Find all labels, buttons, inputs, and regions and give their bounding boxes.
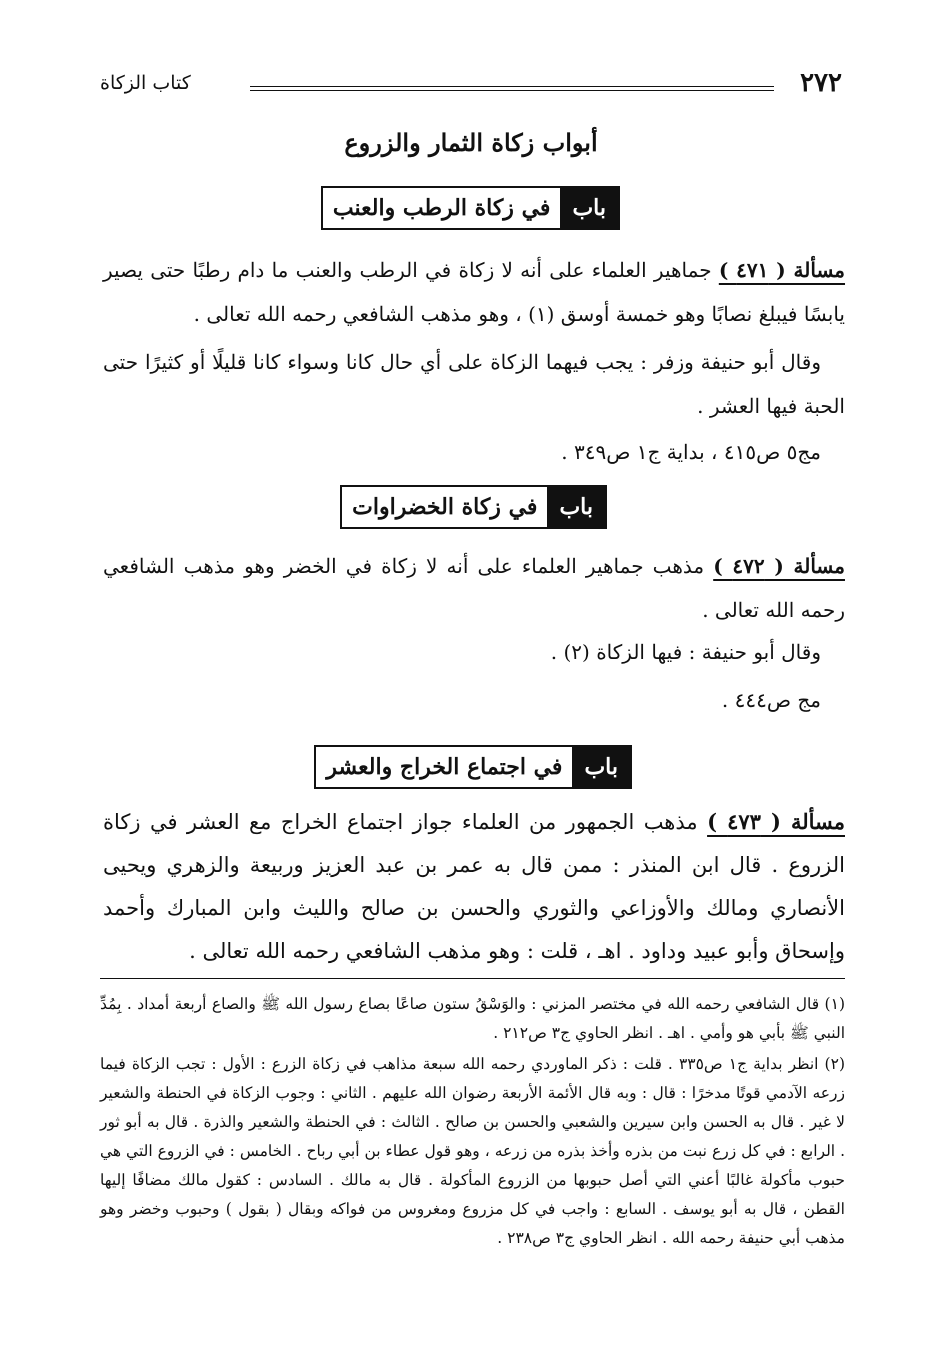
issue-paragraph-471 <box>103 248 845 336</box>
chapter-box-1 <box>321 186 620 230</box>
main-heading: أبواب زكاة الثمار والزروع <box>344 128 598 157</box>
chapter-label: باب <box>547 487 605 527</box>
chapter-title: في اجتماع الخراج والعشر <box>326 754 563 780</box>
issue-paragraph-473 <box>103 800 845 973</box>
issue-paragraph-472 <box>103 544 845 632</box>
header-rule <box>250 90 774 91</box>
reference-line: مج٥ ص٤١٥ ، بداية ج١ ص٣٤٩ . <box>561 440 821 464</box>
running-header <box>100 70 842 100</box>
issue-number: مسألة ( ٤٧٣ ) <box>707 809 845 834</box>
page-number: ٢٧٢ <box>800 68 842 98</box>
footnote-2: (٢) انظر بداية ج١ ص٣٣٥ . قلت : ذكر الماوردي رحمه الله سبعة مذاهب في زكاة الزرع : الأول : تجب الزكاة فيما زرعه الآدمي قوتًا مدخرًا : قال : وبه قال الأئمة الأربعة رضوان الله عليهم . الثاني : وجوب الزكاة في الحنطة والشعير لا غير . قال به الحسن وابن سيرين والشعبي والحسن بن صالح . الثالث : في الحنطة والشعير والذرة . قال به أبو ثور . الرابع : في كل زرع نبت من بذره وأخذ بذره من زرعه ، وهو قول عطاء بن أبي رباح . الخامس : في الزروع التي هي حبوب مأكولة غالبًا أعني التي أصل حبوبها من الزروع المأكولة . قال به مالك . السادس : كقول مالك مضافًا إليها القطن ، قال به أبو يوسف . السابع : واجب في كل مزروع ومغروس من فواكه وبقال ( بقول ) وحبوب وخضر وهو مذهب أبي حنيفة رحمه الله . انظر الحاوي ج٣ ص٢٣٨ . <box>100 1055 845 1247</box>
footnote-divider <box>100 978 845 979</box>
footnote-1: (١) قال الشافعي رحمه الله في مختصر المزني : والوَسْقُ ستون صاعًا بصاع رسول الله ﷺ والصاع أربعة أمداد . بِمُدِّ النبي ﷺ بأبي هو وأمي . اهـ . انظر الحاوي ج٣ ص٢١٢ . <box>100 995 845 1042</box>
chapter-box-3 <box>314 745 632 789</box>
chapter-box-2 <box>340 485 607 529</box>
opinion-paragraph: وقال أبو حنيفة : فيها الزكاة (٢) . <box>550 640 821 664</box>
chapter-label: باب <box>572 747 630 787</box>
issue-number: مسألة ( ٤٧٢ ) <box>713 554 845 578</box>
header-rule <box>250 86 774 87</box>
chapter-title: في زكاة الرطب والعنب <box>332 195 551 221</box>
opinion-paragraph: وقال أبو حنيفة وزفر : يجب فيهما الزكاة على أي حال كانا وسواء كانا قليلًا أو كثيرًا حتى الحبة فيها العشر . <box>103 350 845 418</box>
issue-text: مذهب جماهير العلماء على أنه لا زكاة في الخضر وهو مذهب الشافعي رحمه الله تعالى . <box>103 554 845 622</box>
issue-number: مسألة ( ٤٧١ ) <box>718 258 846 282</box>
issue-text: مذهب الجمهور من العلماء جواز اجتماع الخراج مع العشر في زكاة الزروع . قال ابن المنذر : ممن قال به عمر بن عبد العزيز وربيعة والزهري ويحيى الأنصاري ومالك والأوزاعي والثوري والحسن بن صالح والليث وابن المبارك وأحمد وإسحاق وأبو عبيد وداود . اهـ ، قلت : وهو مذهب الشافعي رحمه الله تعالى . <box>103 810 845 963</box>
reference-line: مج ص٤٤٤ . <box>721 688 821 712</box>
book-title: كتاب الزكاة <box>100 72 191 94</box>
chapter-title: في زكاة الخضراوات <box>352 494 538 520</box>
issue-text: جماهير العلماء على أنه لا زكاة في الرطب والعنب ما دام رطبًا حتى يصير يابسًا فيبلغ نصابًا وهو خمسة أوسق (١) ، وهو مذهب الشافعي رحمه الله تعالى . <box>103 258 845 326</box>
chapter-label: باب <box>560 188 618 228</box>
